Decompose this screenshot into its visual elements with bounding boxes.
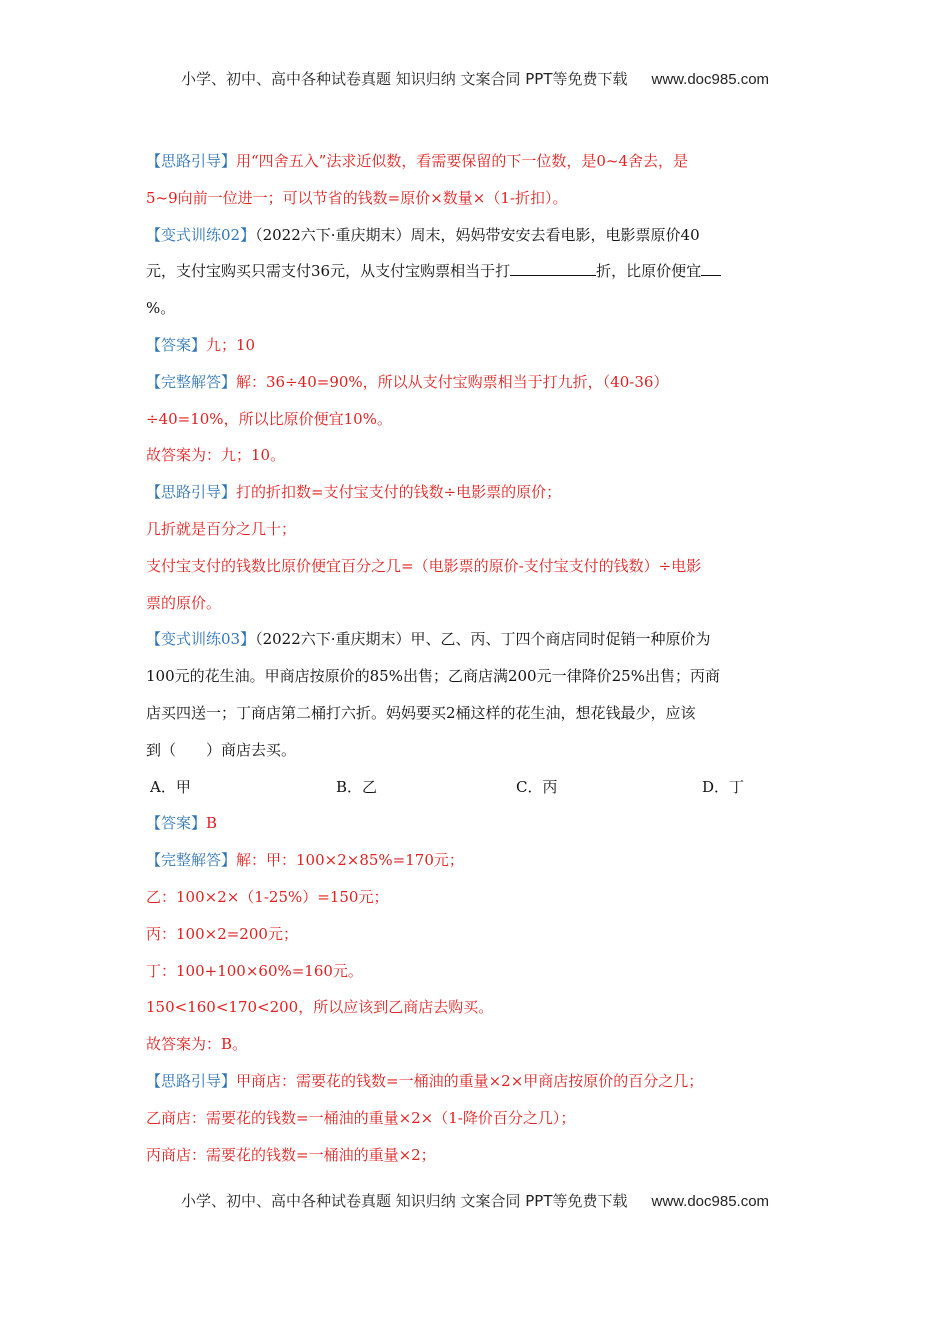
header-text: 小学、初中、高中各种试卷真题 知识归纳 文案合同 PPT等免费下载 [180,70,628,88]
question-02-line: 元，支付宝购买只需支付36元，从支付宝购票相当于打 折，比原价便宜 [146,253,806,290]
answer-blank-2 [701,261,721,276]
document-body [146,143,806,1173]
solution-line: ÷40=10%，所以比原价便宜10%。 [146,409,392,428]
footer-url[interactable]: www.doc985.com [651,1193,770,1210]
hint-line: 乙商店：需要花的钱数=一桶油的重量×2×（1-降价百分之几）； [146,1108,576,1127]
final-answer-line: 故答案为：九；10。 [146,446,286,465]
final-answer-line: 故答案为：B。 [146,1035,248,1054]
option-a: A．甲 [150,777,191,796]
hint-tag: 【思路引导】 [146,483,237,502]
solution-line: 丁：100+100×60%=160元。 [146,961,363,980]
solution-line: 丙：100×2=200元； [146,924,298,943]
answer-tag: 【答案】 [146,814,207,833]
page-header [0,68,950,89]
hint-tag: 【思路引导】 [146,152,237,170]
answer-tag: 【答案】 [146,335,207,354]
solution-tag: 【完整解答】 [146,372,237,391]
hint-line: 几折就是百分之几十； [146,519,297,538]
question-02-line: %。 [146,299,176,318]
header-url[interactable]: www.doc985.com [651,71,770,88]
hint-line: 5~9向前一位进一；可以节省的钱数=原价×数量×（1-折扣）。 [146,188,568,207]
variant-tag: 【变式训练03】 [146,630,256,649]
answer-blank-1 [510,261,596,276]
choice-options [146,769,806,806]
question-03-line: 店买四送一；丁商店第二桶打六折。妈妈要买2桶这样的花生油，想花钱最少，应该 [146,703,696,722]
solution-line: 【完整解答】解：甲：100×2×85%=170元； [146,851,464,870]
hint-line: 【思路引导】打的折扣数=支付宝支付的钱数÷电影票的原价； [146,483,562,502]
solution-line: 150<160<170<200，所以应该到乙商店去购买。 [146,998,494,1017]
hint-line: 丙商店：需要花的钱数=一桶油的重量×2； [146,1145,436,1164]
question-03-line: 100元的花生油。甲商店按原价的85%出售；乙商店满200元一律降价25%出售；丙商 [146,667,720,686]
question-02-line: 【变式训练02】（2022六下·重庆期末）周末，妈妈带安安去看电影，电影票原价40 [146,225,700,244]
solution-line: 乙：100×2×（1-25%）=150元； [146,887,389,906]
footer-text: 小学、初中、高中各种试卷真题 知识归纳 文案合同 PPT等免费下载 [180,1192,628,1210]
hint-line: 【思路引导】用“四舍五入”法求近似数，看需要保留的下一位数，是0~4舍去，是 [146,152,689,170]
variant-tag: 【变式训练02】 [146,225,256,244]
page-footer [0,1190,950,1211]
hint-line: 【思路引导】甲商店：需要花的钱数=一桶油的重量×2×甲商店按原价的百分之几； [146,1071,704,1090]
hint-line: 支付宝支付的钱数比原价便宜百分之几=（电影票的原价-支付宝支付的钱数）÷电影 [146,556,702,575]
answer-line: 【答案】B [146,814,218,833]
solution-line: 【完整解答】解：36÷40=90%，所以从支付宝购票相当于打九折，（40-36） [146,372,669,391]
solution-tag: 【完整解答】 [146,851,237,870]
hint-tag: 【思路引导】 [146,1071,237,1090]
answer-line: 【答案】九；10 [146,335,256,354]
option-b: B．乙 [336,777,378,796]
option-c: C．丙 [516,777,558,796]
question-03-line: 【变式训练03】（2022六下·重庆期末）甲、乙、丙、丁四个商店同时促销一种原价为 [146,630,711,649]
option-d: D．丁 [702,777,745,796]
question-03-line: 到（ ）商店去买。 [146,740,297,759]
hint-line: 票的原价。 [146,593,222,612]
